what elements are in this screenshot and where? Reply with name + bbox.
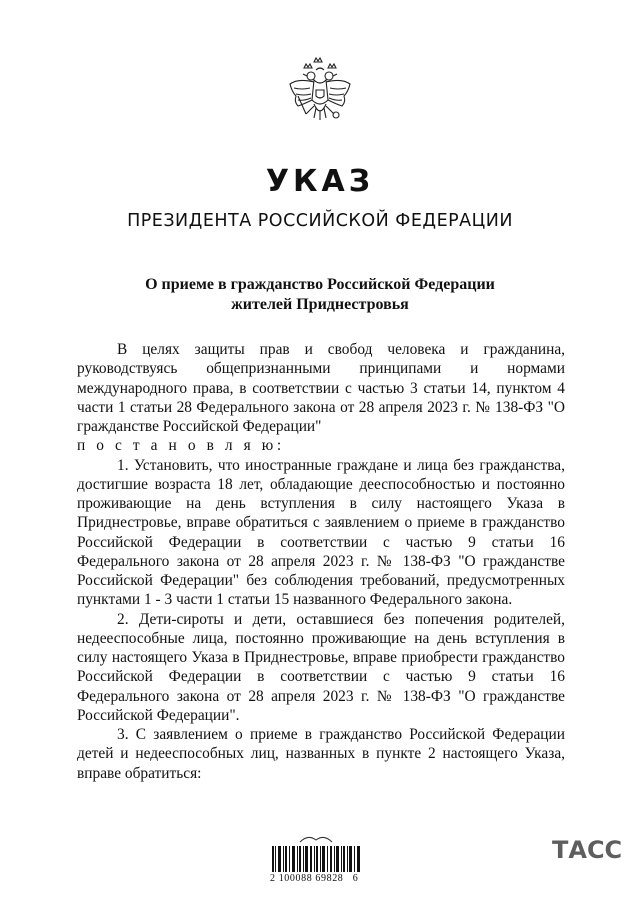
preamble-paragraph: В целях защиты прав и свобод человека и гражданина, руководствуясь общепризнанными принципами и нормами международного права, в соответствии с частью 3 статьи 14, пунктом 4 части 1 статьи 28 Федерального закона от 28 апреля 2023 г. № 138-ФЗ "О гражданстве Российской Федерации"	[77, 341, 565, 435]
clause-paragraph-2: 2. Дети-сироты и дети, оставшиеся без попечения родителей, недееспособные лица, постоянно проживающие на день вступления в силу настоящего Указа в Приднестровье, вправе приобрести гражданство Российской Федерации в соответствии с частью 9 статьи 16 Федерального закона от 28 апреля 2023 г. № 138-ФЗ "О гражданстве Российской Федерации".	[77, 610, 565, 724]
resolve-line: п о с т а н о в л я ю:	[77, 437, 285, 455]
document-title	[80, 275, 560, 315]
clause-paragraph-3: 3. С заявлением о приеме в гражданство Российской Федерации детей и недееспособных лиц, названных в пункте 2 настоящего Указа, вправе обратиться:	[77, 726, 565, 782]
issuer-heading: ПРЕЗИДЕНТА РОССИЙСКОЙ ФЕДЕРАЦИИ	[127, 211, 513, 231]
agency-logo: ТАСС	[552, 836, 623, 864]
document-title-line: жителей Приднестровья	[231, 296, 409, 313]
document-title-line: О приеме в гражданство Российской Федерации	[145, 276, 495, 293]
decree-heading: УКАЗ	[265, 164, 375, 199]
scan-mark-icon	[296, 832, 336, 844]
double-headed-eagle-icon	[284, 56, 356, 140]
document-body	[77, 340, 565, 783]
barcode-number: 2 100088 69828 6	[270, 873, 359, 884]
barcode-icon	[272, 846, 360, 872]
clause-paragraph-1: 1. Установить, что иностранные граждане и лица без гражданства, достигшие возраста 18 лет, обладающие дееспособностью и постоянно проживающие на день вступления в силу настоящего Указа в Приднестровье, вправе обратиться с заявлением о приеме в гражданство Российской Федерации в соответствии с частью 9 статьи 16 Федерального закона от 28 апреля 2023 г. № 138-ФЗ "О гражданстве Российской Федерации" без соблюдения требований, предусмотренных пунктами 1 - 3 части 1 статьи 15 названного Федерального закона.	[77, 456, 565, 609]
